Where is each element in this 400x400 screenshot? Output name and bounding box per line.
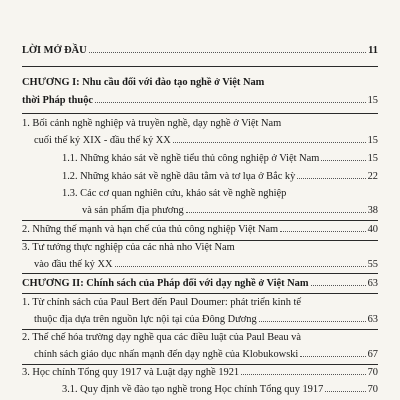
toc-entry-text: 1. Từ chính sách của Paul Bert đến Paul Doumer: phát triển kinh tế bbox=[22, 297, 301, 308]
toc-entry-text: 3. Tư tưởng thực nghiệp của các nhà nho Việt Nam bbox=[22, 242, 235, 253]
dot-leader bbox=[321, 160, 365, 161]
divider-line bbox=[22, 273, 378, 274]
toc-entry-text: 3. Học chính Tổng quy 1917 và Luật dạy nghề 1921 bbox=[22, 367, 240, 378]
dot-leader bbox=[325, 391, 365, 392]
toc-chapter-1-title-cont[interactable] bbox=[0, 94, 400, 107]
toc-page-number: 38 bbox=[367, 205, 378, 216]
toc-entry-text: thời Pháp thuộc bbox=[22, 95, 93, 106]
toc-entry-text: 1. Bối cảnh nghề nghiệp và truyền nghề, dạy nghề ở Việt Nam bbox=[22, 118, 282, 129]
toc-entry-text: 2. Thể chế hóa trường dạy nghề qua các điều luật của Paul Beau và bbox=[22, 332, 301, 343]
toc-page-number: 70 bbox=[367, 367, 378, 378]
toc-entry-text: 1.2. Những khảo sát về nghề dâu tằm và tơ lụa ở Bắc kỳ bbox=[62, 171, 296, 182]
divider-line bbox=[22, 293, 378, 294]
toc-page-number: 15 bbox=[367, 95, 378, 106]
dot-leader bbox=[259, 321, 366, 322]
toc-section-1-3-cont[interactable] bbox=[0, 258, 400, 271]
toc-section-1-2[interactable] bbox=[0, 223, 400, 236]
toc-subsection-2-3-1[interactable] bbox=[0, 383, 400, 396]
dot-leader bbox=[297, 178, 365, 179]
divider-line bbox=[22, 220, 378, 221]
toc-page-number: 67 bbox=[367, 349, 378, 360]
dot-leader bbox=[173, 142, 366, 143]
toc-entry-text: và sản phẩm địa phương bbox=[82, 205, 184, 216]
toc-section-2-2[interactable] bbox=[0, 331, 400, 344]
toc-page-number: 22 bbox=[367, 171, 378, 182]
toc-section-2-1[interactable] bbox=[0, 296, 400, 309]
toc-entry-text: LỜI MỞ ĐẦU bbox=[22, 45, 87, 56]
toc-subsection-1-2[interactable] bbox=[0, 170, 400, 183]
toc-section-2-1-cont[interactable] bbox=[0, 313, 400, 326]
toc-entry-text: vào đầu thế kỷ XX bbox=[34, 259, 113, 270]
toc-section-1-3[interactable] bbox=[0, 241, 400, 254]
dot-leader bbox=[311, 285, 366, 286]
toc-entry-text: 3.1. Quy định về đào tạo nghề trong Học chính Tổng quy 1917 bbox=[62, 384, 324, 395]
toc-section-2-3[interactable] bbox=[0, 366, 400, 379]
toc-chapter-2-title[interactable] bbox=[0, 277, 400, 290]
dot-leader bbox=[300, 356, 365, 357]
toc-entry-text: 2. Những thế mạnh và hạn chế của thủ công nghiệp Việt Nam bbox=[22, 224, 279, 235]
toc-entry-text: cuối thế kỷ XIX - đầu thế kỷ XX bbox=[34, 135, 171, 146]
toc-entry-text: CHƯƠNG I: Nhu cầu đối với đào tạo nghề ở Việt Nam bbox=[22, 77, 265, 88]
dot-leader bbox=[241, 374, 366, 375]
toc-subsection-1-3-cont[interactable] bbox=[0, 204, 400, 217]
toc-page-number: 63 bbox=[367, 314, 378, 325]
toc-page-number: 70 bbox=[367, 384, 378, 395]
toc-section-1-1-cont[interactable] bbox=[0, 134, 400, 147]
toc-section-1-1[interactable] bbox=[0, 117, 400, 130]
toc-page-number: 55 bbox=[367, 259, 378, 270]
divider-line bbox=[22, 113, 378, 114]
toc-entry-text: 1.3. Các cơ quan nghiên cứu, khảo sát về nghề nghiệp bbox=[62, 188, 287, 199]
divider-line bbox=[22, 364, 378, 365]
toc-section-2-2-cont[interactable] bbox=[0, 348, 400, 361]
toc-subsection-1-3[interactable] bbox=[0, 187, 400, 200]
toc-page-number: 63 bbox=[367, 278, 378, 289]
dot-leader bbox=[115, 266, 366, 267]
toc-entry-text: CHƯƠNG II: Chính sách của Pháp đối với dạy nghề ở Việt Nam bbox=[22, 278, 309, 289]
toc-page-number: 40 bbox=[367, 224, 378, 235]
toc-entry-text: chính sách giáo dục nhấn mạnh đến dạy nghề của Klobukowski bbox=[34, 349, 299, 360]
divider-line bbox=[22, 329, 378, 330]
toc-page-number: 15 bbox=[367, 153, 378, 164]
dot-leader bbox=[280, 231, 365, 232]
toc-entry-text: thuộc địa dựa trên nguồn lực nội tại của Đông Dương bbox=[34, 314, 257, 325]
toc-entry-intro[interactable] bbox=[0, 44, 400, 57]
toc-page-number: 15 bbox=[367, 135, 378, 146]
dot-leader bbox=[95, 102, 366, 103]
toc-page-number: 11 bbox=[368, 45, 378, 56]
divider-line bbox=[22, 66, 378, 67]
dot-leader bbox=[186, 212, 366, 213]
dot-leader bbox=[89, 52, 367, 53]
toc-chapter-1-title[interactable] bbox=[0, 76, 400, 89]
toc-subsection-1-1[interactable] bbox=[0, 152, 400, 165]
toc-entry-text: 1.1. Những khảo sát về nghề tiểu thủ công nghiệp ở Việt Nam bbox=[62, 153, 320, 164]
